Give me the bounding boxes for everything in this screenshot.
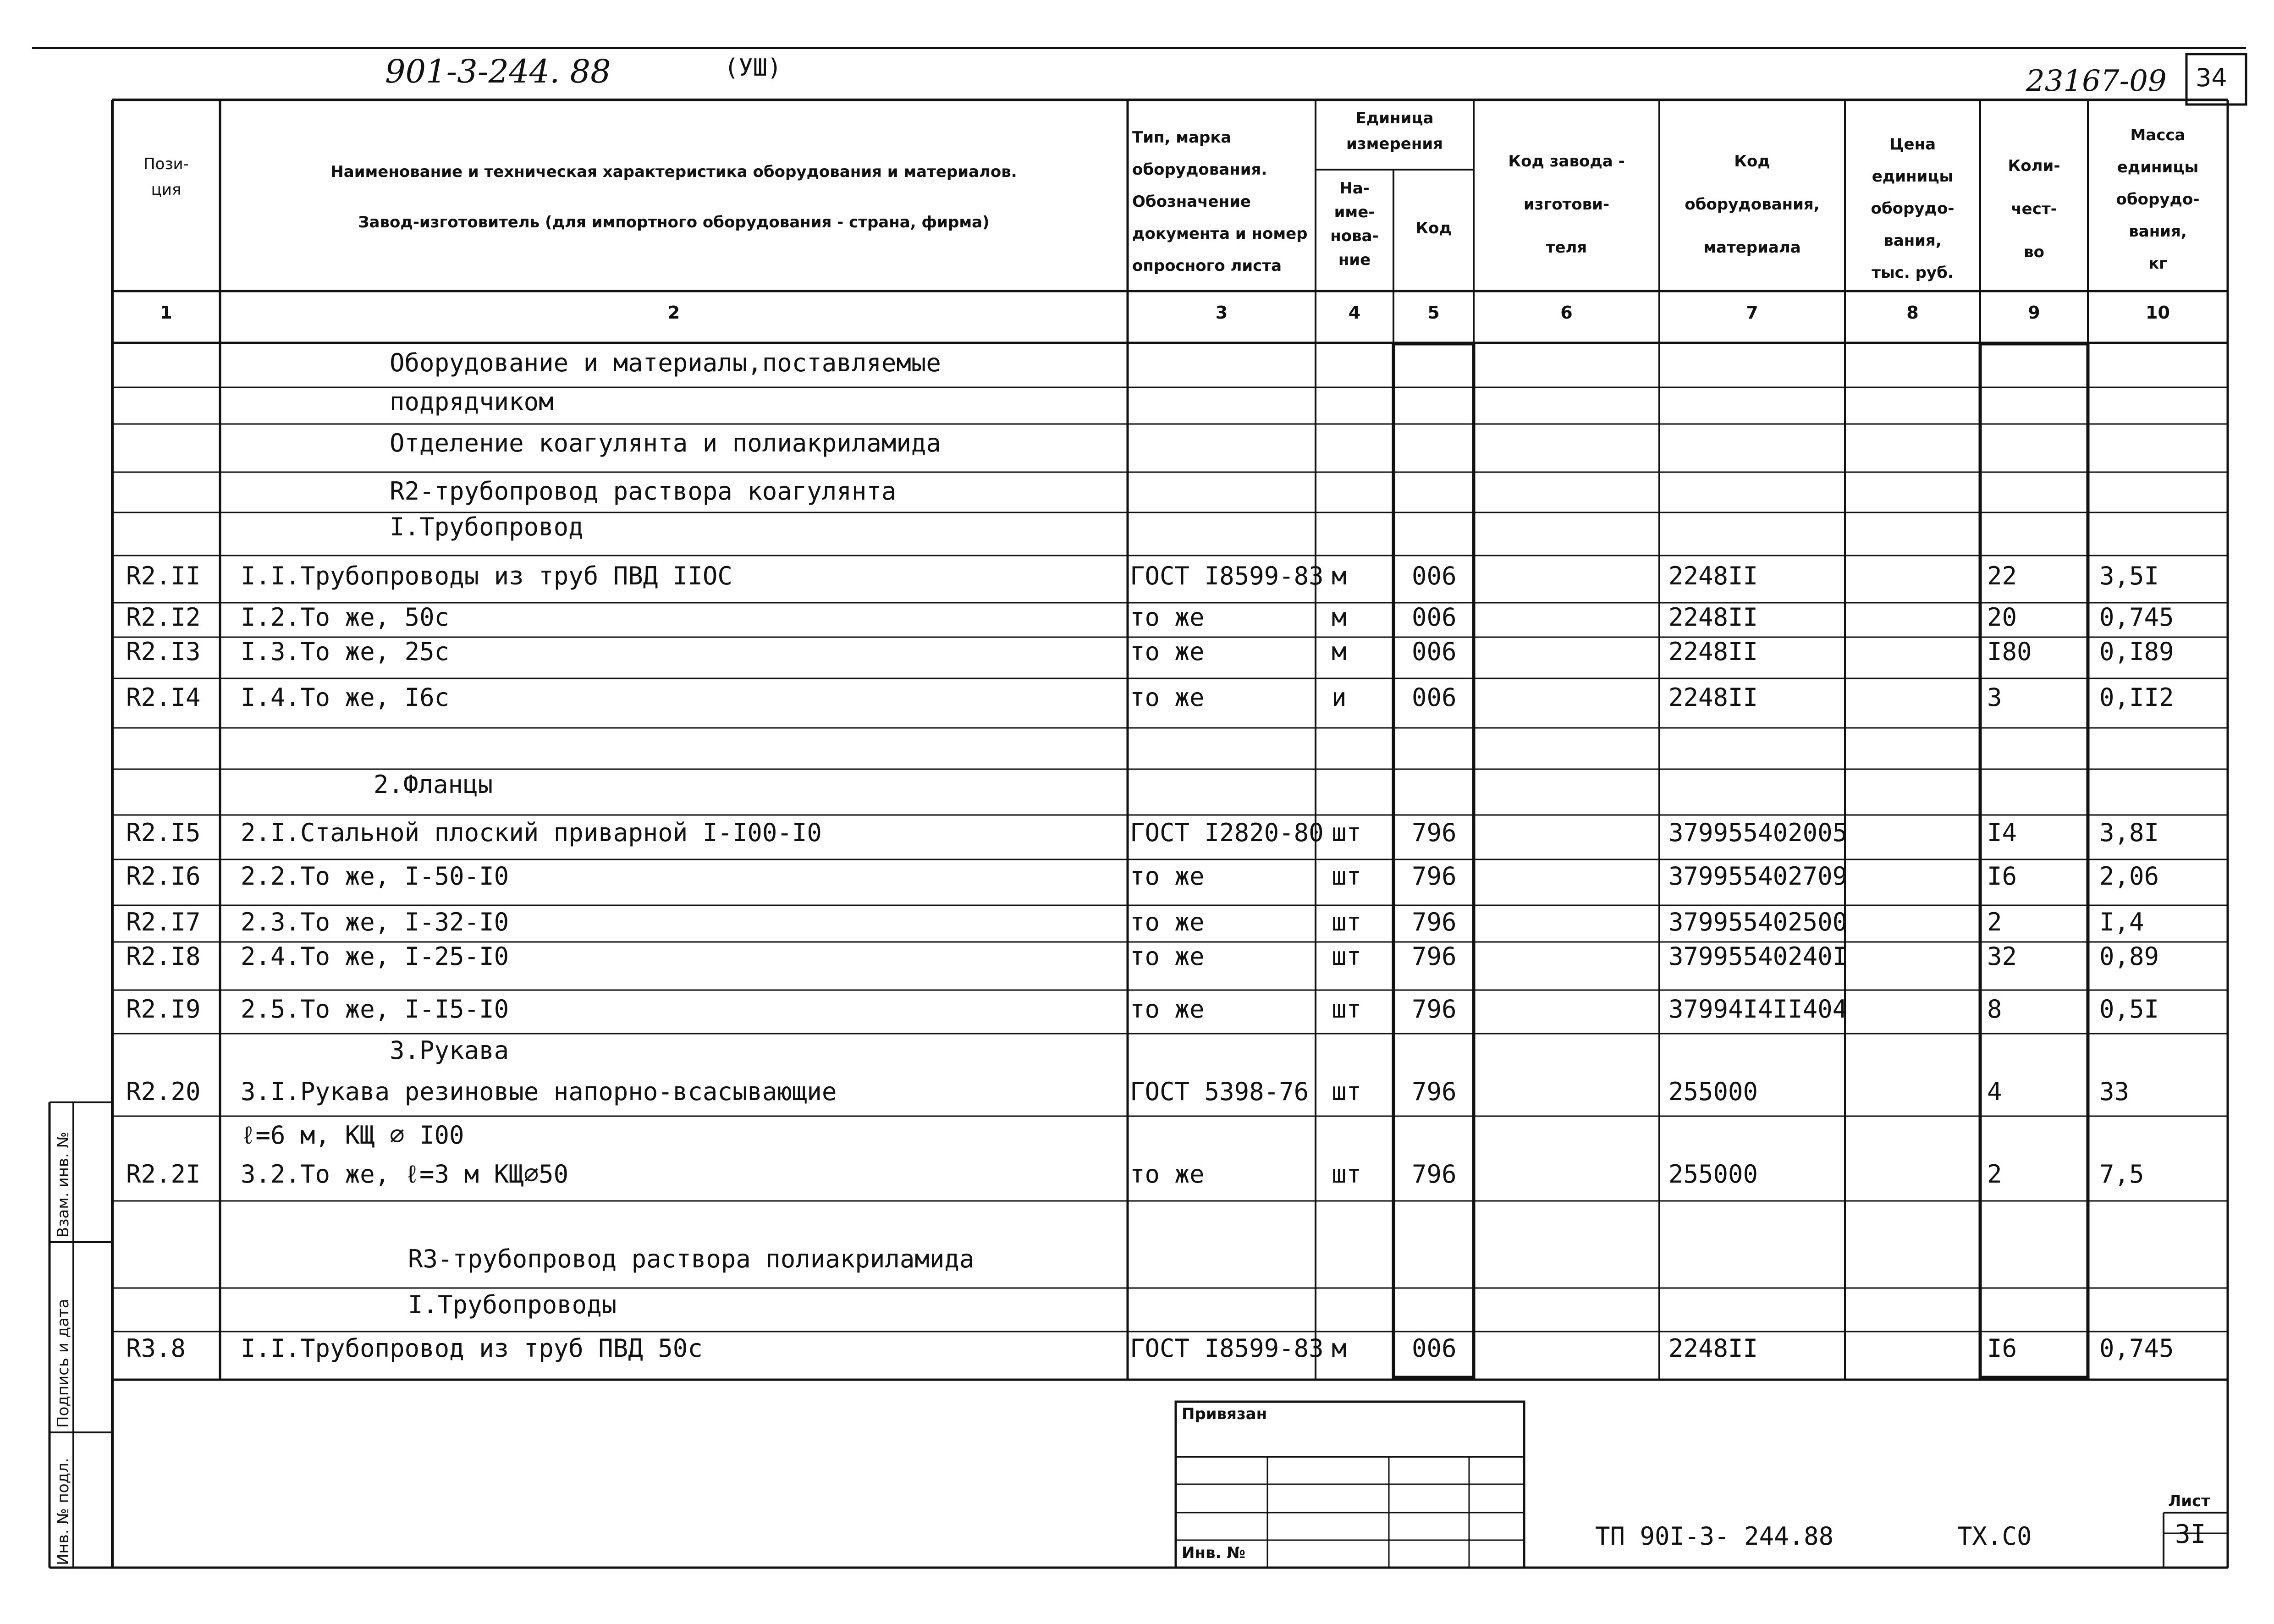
mass-cell: 3,8I xyxy=(2099,818,2159,847)
equipment-code-cell: 379955402005 xyxy=(1668,818,1848,847)
position-cell: R2.I2 xyxy=(126,603,201,632)
equipment-code-cell: 2248II xyxy=(1668,637,1758,666)
unit-name-cell: шт xyxy=(1332,1160,1362,1189)
name-cell: 3.Рукава xyxy=(390,1036,509,1065)
equipment-code-cell: 255000 xyxy=(1668,1077,1758,1106)
sheet-label: Лист xyxy=(2168,1492,2210,1510)
document-code: ТП 90I-3- 244.88 xyxy=(1595,1522,1834,1551)
quantity-cell: 22 xyxy=(1987,562,2017,590)
name-cell: I.Трубопроводы xyxy=(408,1290,617,1319)
type-cell: ГОСТ I2820-80 xyxy=(1130,818,1324,847)
name-cell: 2.5.То же, I-I5-I0 xyxy=(241,995,509,1024)
unit-code-cell: 796 xyxy=(1412,862,1457,891)
name-cell: 2.4.То же, I-25-I0 xyxy=(241,942,509,971)
quantity-cell: 20 xyxy=(1987,603,2017,632)
quantity-cell: 3 xyxy=(1987,683,2002,712)
unit-code-cell: 796 xyxy=(1412,818,1457,847)
album-code: 23167-09 xyxy=(2026,64,2167,98)
name-cell: Оборудование и материалы,поставляемые xyxy=(390,348,941,377)
equipment-code-cell: 379955402500 xyxy=(1668,908,1848,936)
unit-code-cell: 796 xyxy=(1412,942,1457,971)
name-cell: 3.2.То же, ℓ=3 м КЩ∅50 xyxy=(241,1160,569,1189)
signature-date-label: Подпись и дата xyxy=(54,1299,72,1428)
unit-name-cell: шт xyxy=(1332,942,1362,971)
column-number: 4 xyxy=(1348,303,1361,323)
equipment-code-cell: 2248II xyxy=(1668,603,1758,632)
column-number: 7 xyxy=(1746,303,1758,323)
sheet-number: 3I xyxy=(2175,1519,2206,1549)
type-cell: ГОСТ 5398-76 xyxy=(1130,1077,1309,1106)
unit-name-cell: м xyxy=(1332,637,1347,666)
page-number: 34 xyxy=(2196,63,2227,92)
mass-cell: 0,II2 xyxy=(2099,683,2174,712)
position-cell: R2.I5 xyxy=(126,818,201,847)
name-cell: 2.3.То же, I-32-I0 xyxy=(241,908,509,936)
name-cell: ℓ=6 м, КЩ ∅ I00 xyxy=(241,1121,464,1150)
replacement-inventory-label: Взам. инв. № xyxy=(54,1132,72,1238)
unit-name-cell: и xyxy=(1332,683,1347,712)
type-cell: то же xyxy=(1130,1160,1205,1189)
position-cell: R2.II xyxy=(126,562,201,590)
document-number: 901-3-244. 88 xyxy=(385,53,611,90)
name-cell: 2.I.Стальной плоский приварной I-I00-I0 xyxy=(241,818,822,847)
name-cell: I.I.Трубопровод из труб ПВД 50с xyxy=(241,1334,703,1363)
section-code: ТХ.С0 xyxy=(1957,1522,2032,1551)
type-cell: ГОСТ I8599-83 xyxy=(1130,562,1324,590)
column-number: 8 xyxy=(1906,303,1919,323)
column-number: 10 xyxy=(2146,303,2170,323)
mass-cell: 3,5I xyxy=(2099,562,2159,590)
unit-code-cell: 006 xyxy=(1412,562,1457,590)
name-cell: 3.I.Рукава резиновые напорно-всасывающие xyxy=(241,1077,837,1106)
mass-cell: 0,745 xyxy=(2099,603,2174,632)
unit-name-cell: шт xyxy=(1332,818,1362,847)
header-type: Тип, марка оборудования. Обозначение документа и номер опросного листа xyxy=(1132,128,1308,275)
position-cell: R2.I9 xyxy=(126,995,201,1024)
position-cell: R3.8 xyxy=(126,1334,186,1363)
mass-cell: 2,06 xyxy=(2099,862,2159,891)
mass-cell: 0,I89 xyxy=(2099,637,2174,666)
header-unit-mass: Масса единицы оборудо- вания, кг xyxy=(2116,126,2200,273)
mass-cell: 0,89 xyxy=(2099,942,2159,971)
column-number: 2 xyxy=(667,303,680,323)
unit-name-cell: шт xyxy=(1332,1077,1362,1106)
unit-name-cell: шт xyxy=(1332,862,1362,891)
equipment-code-cell: 37995540240I xyxy=(1668,942,1848,971)
position-cell: R2.2I xyxy=(126,1160,201,1189)
equipment-code-cell: 2248II xyxy=(1668,562,1758,590)
header-name: Наименование и техническая характеристика оборудования и материалов. Завод-изготовитель (для импортного оборудования - страна, фирма) xyxy=(330,163,1017,231)
quantity-cell: 4 xyxy=(1987,1077,2002,1106)
equipment-code-cell: 37994I4II404 xyxy=(1668,995,1848,1024)
name-cell: Отделение коагулянта и полиакриламида xyxy=(390,429,941,457)
header-unit-code: Код xyxy=(1415,219,1452,237)
mass-cell: 33 xyxy=(2099,1077,2130,1106)
name-cell: I.4.То же, I6с xyxy=(241,683,450,712)
unit-name-cell: м xyxy=(1332,562,1347,590)
mass-cell: 7,5 xyxy=(2099,1160,2144,1189)
equipment-code-cell: 2248II xyxy=(1668,683,1758,712)
type-cell: то же xyxy=(1130,862,1205,891)
position-cell: R2.I3 xyxy=(126,637,201,666)
unit-code-cell: 006 xyxy=(1412,603,1457,632)
type-cell: то же xyxy=(1130,942,1205,971)
mass-cell: 0,5I xyxy=(2099,995,2159,1024)
type-cell: то же xyxy=(1130,637,1205,666)
quantity-cell: 2 xyxy=(1987,908,2002,936)
column-number: 5 xyxy=(1427,303,1440,323)
header-equipment-code: Код оборудования, материала xyxy=(1685,152,1820,257)
unit-name-cell: шт xyxy=(1332,908,1362,936)
unit-code-cell: 796 xyxy=(1412,1077,1457,1106)
header-plant-code: Код завода - изготови- теля xyxy=(1508,152,1625,257)
equipment-code-cell: 379955402709 xyxy=(1668,862,1848,891)
header-unit-group: Единица измерения xyxy=(1346,109,1443,153)
name-cell: 2.2.То же, I-50-I0 xyxy=(241,862,509,891)
privyazan-label: Привязан xyxy=(1182,1405,1267,1423)
unit-code-cell: 006 xyxy=(1412,637,1457,666)
name-cell: 2.Фланцы xyxy=(374,770,493,799)
position-cell: R2.I8 xyxy=(126,942,201,971)
unit-code-cell: 796 xyxy=(1412,1160,1457,1189)
code-in-parens: (УШ) xyxy=(724,54,782,82)
column-number: 3 xyxy=(1215,303,1228,323)
type-cell: то же xyxy=(1130,908,1205,936)
header-quantity: Коли- чест- во xyxy=(2008,157,2060,261)
name-cell: R2-трубопровод раствора коагулянта xyxy=(390,477,897,506)
column-number: 1 xyxy=(160,303,172,323)
type-cell: то же xyxy=(1130,995,1205,1024)
unit-name-cell: м xyxy=(1332,1334,1347,1363)
name-cell: I.3.То же, 25с xyxy=(241,637,450,666)
name-cell: подрядчиком xyxy=(390,387,554,416)
position-cell: R2.I4 xyxy=(126,683,201,712)
unit-name-cell: м xyxy=(1332,603,1347,632)
unit-code-cell: 796 xyxy=(1412,995,1457,1024)
header-unit-name: На- име- нова- ние xyxy=(1330,179,1379,269)
position-cell: R2.I7 xyxy=(126,908,201,936)
quantity-cell: I6 xyxy=(1987,862,2017,891)
inventory-number-label: Инв. № xyxy=(1182,1544,1246,1562)
name-cell: I.Трубопровод xyxy=(390,512,584,541)
type-cell: то же xyxy=(1130,603,1205,632)
unit-name-cell: шт xyxy=(1332,995,1362,1024)
type-cell: то же xyxy=(1130,683,1205,712)
quantity-cell: 8 xyxy=(1987,995,2002,1024)
quantity-cell: 32 xyxy=(1987,942,2017,971)
column-number: 9 xyxy=(2028,303,2040,323)
header-unit-price: Цена единицы оборудо- вания, тыс. руб. xyxy=(1871,135,1955,282)
quantity-cell: I6 xyxy=(1987,1334,2017,1363)
header-position: Пози- ция xyxy=(143,155,189,199)
unit-code-cell: 006 xyxy=(1412,1334,1457,1363)
quantity-cell: I80 xyxy=(1987,637,2032,666)
quantity-cell: I4 xyxy=(1987,818,2017,847)
name-cell: R3-трубопровод раствора полиакриламида xyxy=(408,1244,975,1273)
name-cell: I.I.Трубопроводы из труб ПВД IIOC xyxy=(241,562,732,590)
original-inventory-label: Инв. № подл. xyxy=(54,1458,72,1565)
name-cell: I.2.То же, 50с xyxy=(241,603,450,632)
quantity-cell: 2 xyxy=(1987,1160,2002,1189)
unit-code-cell: 796 xyxy=(1412,908,1457,936)
equipment-code-cell: 2248II xyxy=(1668,1334,1758,1363)
position-cell: R2.I6 xyxy=(126,862,201,891)
column-number: 6 xyxy=(1560,303,1573,323)
equipment-code-cell: 255000 xyxy=(1668,1160,1758,1189)
mass-cell: I,4 xyxy=(2099,908,2144,936)
position-cell: R2.20 xyxy=(126,1077,201,1106)
unit-code-cell: 006 xyxy=(1412,683,1457,712)
mass-cell: 0,745 xyxy=(2099,1334,2174,1363)
type-cell: ГОСТ I8599-83 xyxy=(1130,1334,1324,1363)
